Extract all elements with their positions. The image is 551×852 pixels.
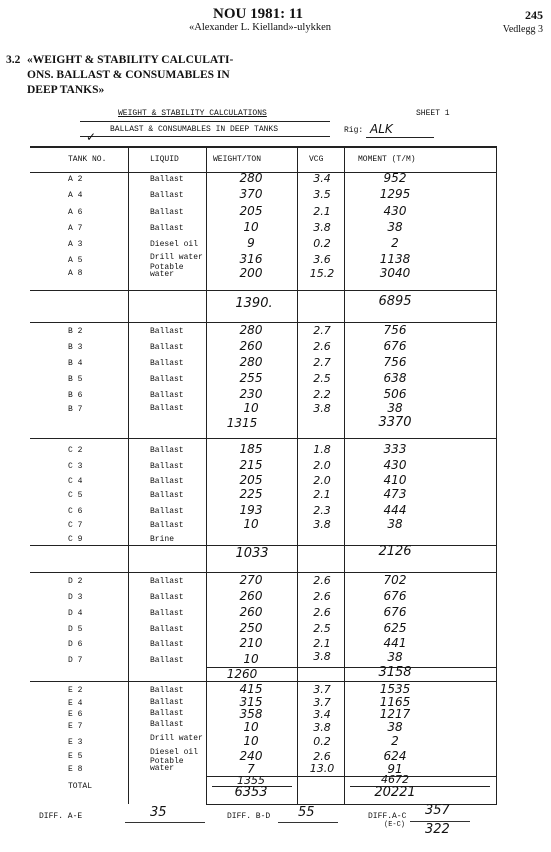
subtotal-moment: 4672 <box>381 773 409 786</box>
form-title: WEIGHT & STABILITY CALCULATIONS <box>118 109 267 118</box>
vcg-value: 3.8 <box>313 721 331 734</box>
diff-ec-value: 322 <box>425 822 450 837</box>
moment-value: 2 <box>391 734 399 748</box>
vcg-value: 13.0 <box>309 762 335 775</box>
moment-value: 702 <box>383 573 407 587</box>
vcg-value: 2.0 <box>313 459 331 472</box>
moment-value: 38 <box>387 517 403 531</box>
subtotal-moment: 6895 <box>378 294 412 309</box>
liquid: Ballast <box>150 446 184 455</box>
tank-no: A 3 <box>68 240 83 249</box>
section-title-line: DEEP TANKS» <box>27 84 105 96</box>
weight-value: 10 <box>243 220 259 234</box>
form-title-underline <box>80 121 330 122</box>
table-bottom-border <box>206 804 497 805</box>
vcg-value: 2.7 <box>313 324 331 337</box>
appendix-label: Vedlegg 3 <box>502 24 543 35</box>
tank-no: B 2 <box>68 327 83 336</box>
vcg-value: 1.8 <box>313 443 331 456</box>
liquid: Ballast <box>150 521 184 530</box>
liquid: Ballast <box>150 477 184 486</box>
tank-no: C 3 <box>68 462 83 471</box>
diff-bd-value: 55 <box>298 805 315 820</box>
liquid: Ballast <box>150 640 184 649</box>
diff-bd-label: DIFF. B-D <box>227 812 271 821</box>
weight-value: 260 <box>239 339 263 353</box>
vcg-value: 0.2 <box>313 735 331 748</box>
page-subtitle: «Alexander L. Kielland»-ulykken <box>189 22 331 33</box>
moment-value: 333 <box>383 442 407 456</box>
column-header-vcg: VCG <box>309 155 324 164</box>
moment-value: 2 <box>391 236 399 250</box>
liquid: Ballast <box>150 491 184 500</box>
liquid: Ballast <box>150 224 184 233</box>
weight-value: 280 <box>239 323 263 337</box>
tank-no: E 5 <box>68 752 83 761</box>
rig-value: ALK <box>370 122 393 136</box>
tank-no: D 3 <box>68 593 83 602</box>
moment-value: 625 <box>383 621 407 635</box>
subtotal-moment: 3370 <box>378 415 412 430</box>
moment-value: 38 <box>387 401 403 415</box>
vcg-value: 2.6 <box>313 606 331 619</box>
tank-no: B 5 <box>68 375 83 384</box>
liquid: Potable water <box>150 757 184 773</box>
vcg-value: 2.1 <box>313 205 331 218</box>
column-header-tank: TANK NO. <box>68 155 107 164</box>
weight-value: 10 <box>243 517 259 531</box>
liquid: Diesel oil <box>150 240 199 249</box>
tank-no: D 5 <box>68 625 83 634</box>
weight-value: 255 <box>239 371 263 385</box>
subtotal-weight: 1355 <box>237 774 265 787</box>
vcg-value: 2.7 <box>313 356 331 369</box>
weight-value: 315 <box>239 695 263 709</box>
tank-no: A 5 <box>68 256 83 265</box>
liquid: Ballast <box>150 625 184 634</box>
tank-no: C 2 <box>68 446 83 455</box>
vcg-value: 2.3 <box>313 504 331 517</box>
vcg-value: 3.5 <box>313 188 331 201</box>
moment-value: 676 <box>383 589 407 603</box>
vcg-value: 2.6 <box>313 574 331 587</box>
form-subtitle-underline <box>80 136 330 137</box>
vcg-value: 2.6 <box>313 340 331 353</box>
subtotal-weight: 1033 <box>235 546 269 561</box>
weight-value: 250 <box>239 621 263 635</box>
tank-no: E 7 <box>68 722 83 731</box>
column-divider <box>496 146 497 804</box>
vcg-value: 2.1 <box>313 488 331 501</box>
liquid: Drill water <box>150 253 203 262</box>
check-mark-icon: ✓ <box>86 130 97 144</box>
moment-value: 38 <box>387 220 403 234</box>
moment-value: 676 <box>383 605 407 619</box>
liquid: Ballast <box>150 720 184 729</box>
weight-value: 225 <box>239 487 263 501</box>
subtotal-moment: 3158 <box>378 665 412 680</box>
tank-no: B 7 <box>68 405 83 414</box>
weight-value: 193 <box>239 503 263 517</box>
column-divider <box>297 146 298 804</box>
moment-value: 676 <box>383 339 407 353</box>
total-weight: 6353 <box>234 785 268 800</box>
weight-value: 316 <box>239 252 263 266</box>
tank-no: D 2 <box>68 577 83 586</box>
tank-no: A 4 <box>68 191 83 200</box>
liquid: Ballast <box>150 709 184 718</box>
weight-value: 9 <box>247 236 255 250</box>
vcg-value: 3.8 <box>313 650 331 663</box>
subtotal-weight: 1260 <box>226 667 258 681</box>
liquid: Potable water <box>150 263 184 279</box>
vcg-value: 3.7 <box>313 683 331 696</box>
liquid: Ballast <box>150 191 184 200</box>
column-divider <box>128 146 129 804</box>
liquid: Ballast <box>150 507 184 516</box>
weight-value: 185 <box>239 442 263 456</box>
weight-value: 280 <box>239 355 263 369</box>
moment-value: 38 <box>387 720 403 734</box>
diff-ae-value: 35 <box>150 805 167 820</box>
moment-value: 756 <box>383 355 407 369</box>
tank-no: C 9 <box>68 535 83 544</box>
column-header-moment: MOMENT (T/M) <box>358 155 416 164</box>
page-number: 245 <box>525 8 543 22</box>
weight-value: 10 <box>243 720 259 734</box>
total-moment: 20221 <box>374 785 416 800</box>
form-subtitle: BALLAST & CONSUMABLES IN DEEP TANKS <box>110 125 279 134</box>
table-top-border <box>30 147 497 148</box>
vcg-value: 3.8 <box>313 518 331 531</box>
weight-value: 205 <box>239 204 263 218</box>
moment-value: 444 <box>383 503 407 517</box>
liquid: Ballast <box>150 343 184 352</box>
diff-ac-value: 357 <box>425 803 450 818</box>
tank-no: D 6 <box>68 640 83 649</box>
weight-value: 10 <box>243 734 259 748</box>
weight-value: 358 <box>239 707 263 721</box>
liquid: Ballast <box>150 404 184 413</box>
column-header-weight: WEIGHT/TON <box>213 155 262 164</box>
moment-value: 430 <box>383 204 407 218</box>
tank-no: D 7 <box>68 656 83 665</box>
weight-value: 280 <box>239 171 263 185</box>
liquid: Drill water <box>150 734 203 743</box>
tank-no: C 7 <box>68 521 83 530</box>
section-title-line: «WEIGHT & STABILITY CALCULATI- <box>27 54 234 66</box>
vcg-value: 2.5 <box>313 622 331 635</box>
vcg-value: 0.2 <box>313 237 331 250</box>
vcg-value: 3.6 <box>313 253 331 266</box>
section-number: 3.2 <box>6 54 21 66</box>
rig-underline <box>366 137 434 138</box>
liquid: Ballast <box>150 175 184 184</box>
tank-no: E 6 <box>68 710 83 719</box>
moment-value: 1165 <box>379 695 411 709</box>
weight-value: 215 <box>239 458 263 472</box>
subtotal-moment: 2126 <box>378 544 412 559</box>
moment-value: 1295 <box>379 187 411 201</box>
moment-value: 952 <box>383 171 407 185</box>
tank-no: E 4 <box>68 699 83 708</box>
vcg-value: 3.8 <box>313 221 331 234</box>
tank-no: C 6 <box>68 507 83 516</box>
tank-no: C 5 <box>68 491 83 500</box>
liquid: Ballast <box>150 359 184 368</box>
moment-value: 3040 <box>379 266 411 280</box>
liquid: Ballast <box>150 577 184 586</box>
vcg-value: 2.0 <box>313 474 331 487</box>
moment-value: 1535 <box>379 682 411 696</box>
weight-value: 240 <box>239 749 263 763</box>
column-header-liquid: LIQUID <box>150 155 179 164</box>
vcg-value: 2.5 <box>313 372 331 385</box>
liquid: Ballast <box>150 327 184 336</box>
group-divider <box>30 438 497 439</box>
moment-value: 430 <box>383 458 407 472</box>
vcg-value: 2.2 <box>313 388 331 401</box>
diff-bd-underline <box>278 822 338 823</box>
weight-value: 370 <box>239 187 263 201</box>
vcg-value: 2.1 <box>313 637 331 650</box>
moment-value: 1217 <box>379 707 411 721</box>
diff-ec-label: (E-C) <box>384 821 406 829</box>
tank-no: A 2 <box>68 175 83 184</box>
subtotal-weight: 1315 <box>226 416 258 430</box>
vcg-value: 3.7 <box>313 696 331 709</box>
page-title: NOU 1981: 11 <box>213 6 303 22</box>
column-divider <box>344 146 345 804</box>
weight-value: 10 <box>243 401 259 415</box>
tank-no: A 7 <box>68 224 83 233</box>
moment-value: 506 <box>383 387 407 401</box>
vcg-value: 2.6 <box>313 590 331 603</box>
weight-value: 270 <box>239 573 263 587</box>
vcg-value: 3.4 <box>313 708 331 721</box>
liquid: Diesel oil <box>150 748 199 757</box>
vcg-value: 15.2 <box>309 267 335 280</box>
moment-value: 410 <box>383 473 407 487</box>
liquid: Ballast <box>150 609 184 618</box>
liquid: Ballast <box>150 656 184 665</box>
tank-no: B 4 <box>68 359 83 368</box>
moment-value: 441 <box>383 636 407 650</box>
liquid: Ballast <box>150 593 184 602</box>
form-sheet: SHEET 1 <box>416 109 450 118</box>
liquid: Ballast <box>150 375 184 384</box>
tank-no: D 4 <box>68 609 83 618</box>
total-label: TOTAL <box>68 782 93 791</box>
tank-no: E 3 <box>68 738 83 747</box>
vcg-value: 3.8 <box>313 402 331 415</box>
tank-no: C 4 <box>68 477 83 486</box>
weight-value: 200 <box>239 266 263 280</box>
weight-value: 260 <box>239 605 263 619</box>
moment-value: 638 <box>383 371 407 385</box>
weight-value: 210 <box>239 636 263 650</box>
moment-value: 1138 <box>379 252 411 266</box>
liquid: Ballast <box>150 462 184 471</box>
section-title-line: ONS. BALLAST & CONSUMABLES IN <box>27 69 230 81</box>
tank-no: E 2 <box>68 686 83 695</box>
column-divider <box>206 146 207 804</box>
moment-value: 473 <box>383 487 407 501</box>
liquid: Ballast <box>150 391 184 400</box>
diff-ae-label: DIFF. A-E <box>39 812 83 821</box>
weight-value: 260 <box>239 589 263 603</box>
liquid: Ballast <box>150 208 184 217</box>
tank-no: B 3 <box>68 343 83 352</box>
tank-no: A 6 <box>68 208 83 217</box>
moment-value: 38 <box>387 650 403 664</box>
tank-no: E 8 <box>68 765 83 774</box>
weight-value: 205 <box>239 473 263 487</box>
vcg-value: 3.4 <box>313 172 331 185</box>
weight-value: 7 <box>247 762 255 776</box>
weight-value: 230 <box>239 387 263 401</box>
moment-value: 91 <box>387 762 403 776</box>
liquid: Ballast <box>150 698 184 707</box>
tank-no: B 6 <box>68 391 83 400</box>
diff-ae-underline <box>125 822 205 823</box>
weight-value: 415 <box>239 682 263 696</box>
rig-label: Rig: <box>344 126 364 135</box>
moment-value: 756 <box>383 323 407 337</box>
moment-value: 624 <box>383 749 407 763</box>
subtotal-weight: 1390. <box>235 296 273 311</box>
weight-value: 10 <box>243 652 259 666</box>
liquid: Brine <box>150 535 175 544</box>
liquid: Ballast <box>150 686 184 695</box>
diff-ac-label: DIFF.A-C <box>368 812 407 821</box>
group-divider <box>30 290 497 291</box>
vcg-value: 2.6 <box>313 750 331 763</box>
tank-no: A 8 <box>68 269 83 278</box>
